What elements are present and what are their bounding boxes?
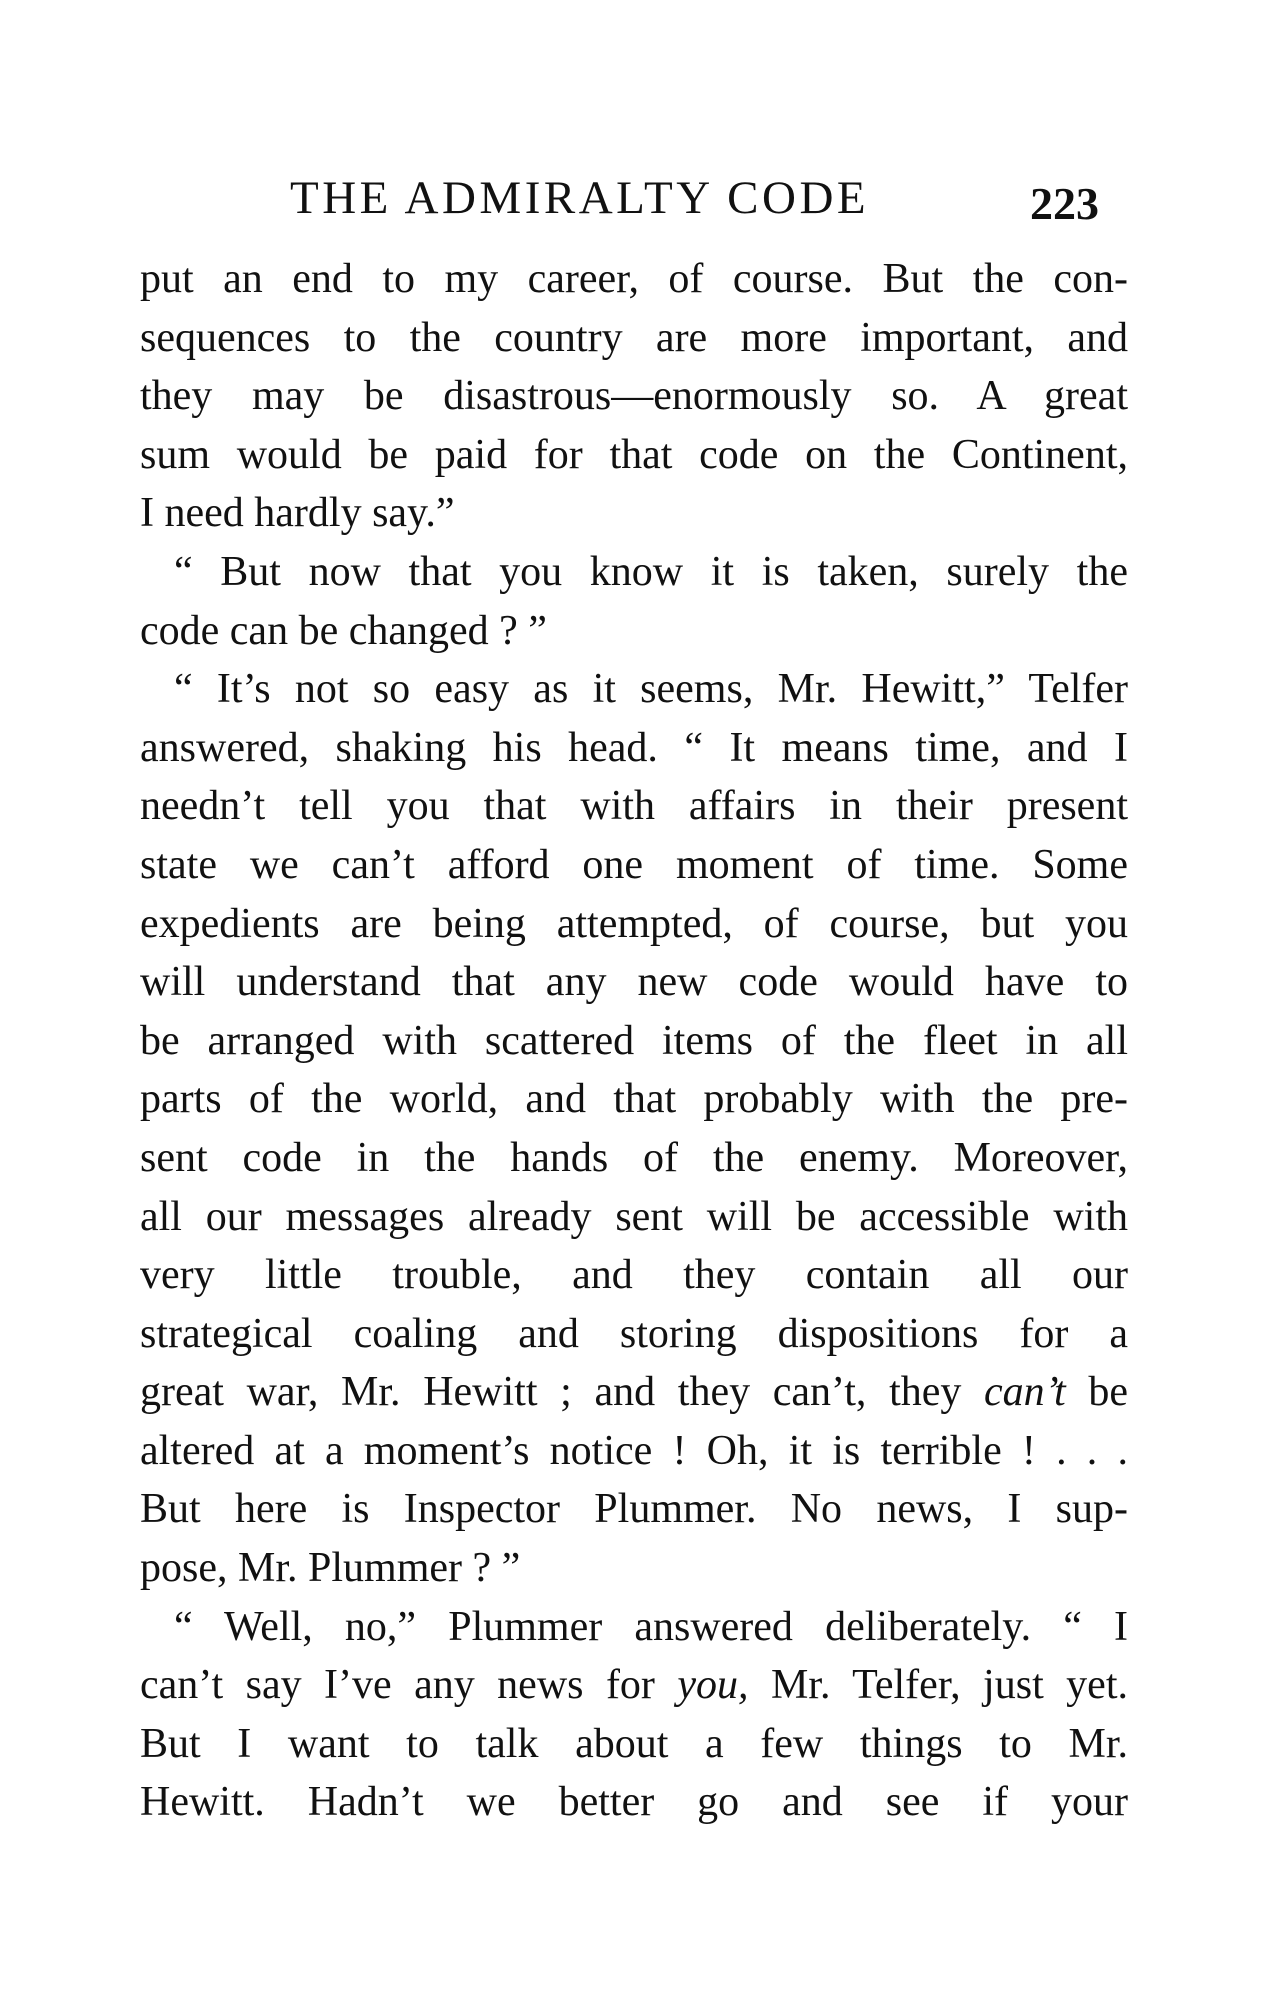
text-line: needn’t tell you that with affairs in their present: [140, 783, 1128, 830]
text-line: “ It’s not so easy as it seems, Mr. Hewitt,” Telfer: [174, 666, 1128, 713]
text-line: sequences to the country are more important, and: [140, 314, 1128, 361]
text-line: pose, Mr. Plummer ? ”: [140, 1545, 521, 1592]
emphasis-text: can’t: [984, 1369, 1066, 1416]
text-line: “ But now that you know it is taken, surely the: [174, 548, 1128, 595]
text-line: put an end to my career, of course. But the con-: [140, 256, 1128, 302]
text-run: be: [1065, 1369, 1128, 1416]
text-run: great war, Mr. Hewitt ; and they can’t, they: [140, 1369, 985, 1416]
running-title: THE ADMIRALTY CODE: [290, 172, 870, 224]
text-line: But I want to talk about a few things to Mr.: [140, 1720, 1128, 1767]
text-line: be arranged with scattered items of the fleet in all: [140, 1017, 1128, 1064]
text-line: answered, shaking his head. “ It means time, and I: [140, 724, 1128, 771]
text-line: state we can’t afford one moment of time. Some: [140, 841, 1128, 888]
page-number: 223: [1030, 178, 1099, 229]
text-line: expedients are being attempted, of course, but you: [140, 900, 1128, 947]
text-line: very little trouble, and they contain all our: [140, 1252, 1128, 1299]
text-line: [140, 1656, 1128, 1715]
text-line: But here is Inspector Plummer. No news, I sup-: [140, 1486, 1128, 1533]
text-line: all our messages already sent will be accessible with: [140, 1193, 1128, 1240]
text-line: Hewitt. Hadn’t we better go and see if your: [140, 1779, 1128, 1826]
text-line: “ Well, no,” Plummer answered deliberately. “ I: [174, 1603, 1128, 1650]
running-head: [290, 168, 1140, 228]
text-line: parts of the world, and that probably with the pre-: [140, 1076, 1128, 1123]
text-line: will understand that any new code would have to: [140, 959, 1128, 1006]
text-line: sent code in the hands of the enemy. Moreover,: [140, 1134, 1128, 1181]
text-run: can’t say I’ve any news for: [140, 1662, 678, 1709]
body-text: [140, 250, 1128, 1832]
text-line: altered at a moment’s notice ! Oh, it is terrible ! . . .: [140, 1427, 1128, 1474]
text-run: Mr. Telfer, just yet.: [748, 1662, 1128, 1709]
emphasis-text: you,: [677, 1662, 749, 1709]
text-line: sum would be paid for that code on the Continent,: [140, 431, 1128, 478]
text-line: strategical coaling and storing dispositions for a: [140, 1310, 1128, 1357]
text-line: I need hardly say.”: [140, 490, 455, 537]
text-line: [140, 1363, 1128, 1422]
text-line: they may be disastrous—enormously so. A great: [140, 373, 1128, 420]
text-line: code can be changed ? ”: [140, 607, 547, 654]
